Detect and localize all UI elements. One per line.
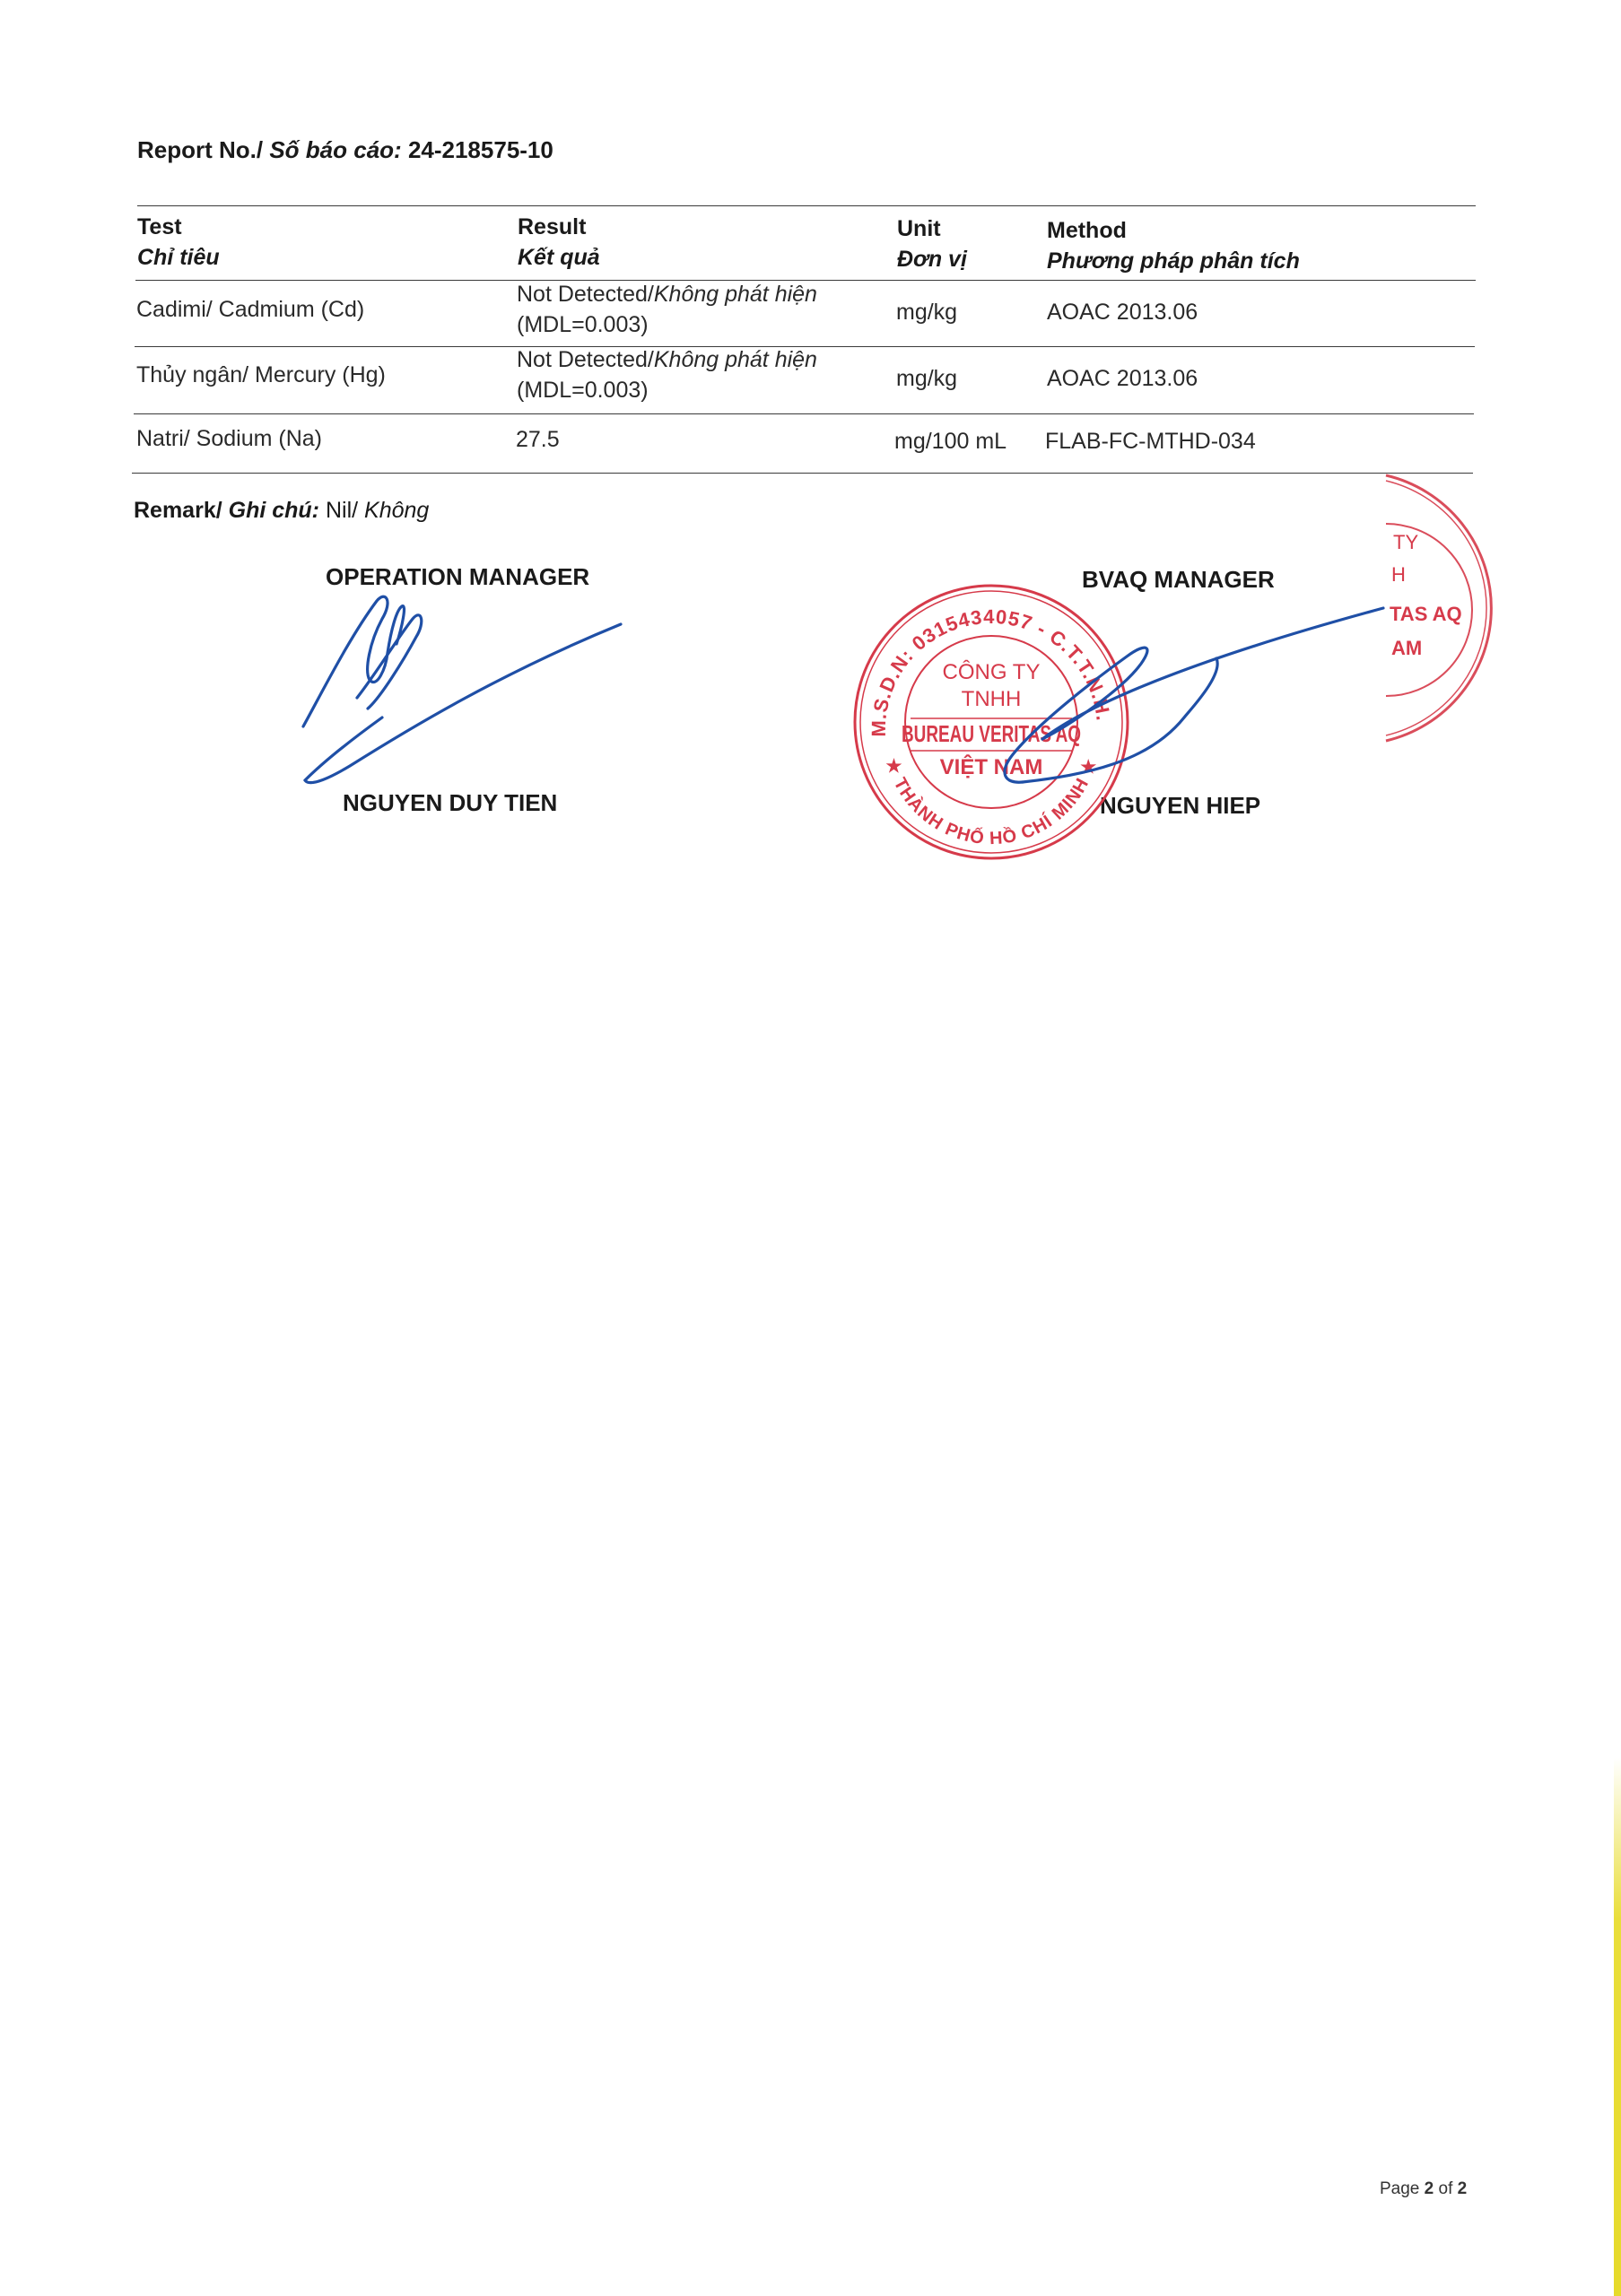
svg-text:M.S.D.N: 0315434057 - C.T.T.N.: M.S.D.N: 0315434057 - C.T.T.N.H.H (840, 561, 1115, 737)
row3-result: 27.5 (516, 427, 560, 452)
header-result: Result Kết quả (518, 214, 600, 270)
svg-text:AM: AM (1391, 637, 1423, 659)
operation-manager-name: NGUYEN DUY TIEN (343, 789, 558, 816)
bvaq-manager-signature (939, 574, 1480, 807)
bvaq-manager-title: BVAQ MANAGER (1082, 566, 1275, 593)
operation-manager-title: OPERATION MANAGER (326, 563, 590, 590)
table-bottom-rule (132, 473, 1473, 474)
row1-method: AOAC 2013.06 (1047, 300, 1198, 325)
row2-method: AOAC 2013.06 (1047, 366, 1198, 391)
row1-unit: mg/kg (896, 300, 958, 325)
report-number: Report No./ Số báo cáo: 24-218575-10 (137, 136, 553, 163)
row2-test: Thủy ngân/ Mercury (Hg) (136, 362, 386, 387)
bvaq-manager-name: NGUYEN HIEP (1100, 792, 1261, 819)
row2-rule (134, 413, 1474, 414)
operation-manager-signature (287, 583, 646, 798)
stamp-line-2: TNHH (961, 687, 1022, 711)
remark: Remark/ Ghi chú: Nil/ Không (134, 498, 430, 523)
row1-test: Cadimi/ Cadmium (Cd) (136, 297, 365, 322)
page-number: Page 2 of 2 (1380, 2179, 1468, 2198)
header-test: Test Chỉ tiêu (137, 214, 220, 270)
row2-unit: mg/kg (896, 366, 958, 391)
svg-text:★ THÀNH PHỐ HỒ CHÍ MINH ★: ★ THÀNH PHỐ HỒ CHÍ MINH ★ (881, 755, 1102, 849)
row1-result: Not Detected/Không phát hiện (MDL=0.003) (517, 282, 817, 337)
row3-unit: mg/100 mL (894, 429, 1007, 454)
stamp-line-3: BUREAU VERITAS AQ (902, 720, 1081, 747)
stamp-line-1: CÔNG TY (942, 660, 1041, 684)
scan-edge-highlight (1614, 1758, 1621, 2296)
svg-text:TY: TY (1393, 531, 1419, 553)
table-top-rule (137, 205, 1476, 206)
stamp-line-4: VIỆT NAM (939, 755, 1043, 779)
header-method: Method Phương pháp phân tích (1047, 218, 1300, 274)
header-unit: Unit Đơn vị (897, 216, 967, 272)
svg-text:H: H (1391, 563, 1406, 586)
svg-text:TAS AQ: TAS AQ (1390, 603, 1462, 625)
row3-test: Natri/ Sodium (Na) (136, 426, 322, 451)
row2-result: Not Detected/Không phát hiện (MDL=0.003) (517, 347, 817, 403)
row3-method: FLAB-FC-MTHD-034 (1045, 429, 1256, 454)
